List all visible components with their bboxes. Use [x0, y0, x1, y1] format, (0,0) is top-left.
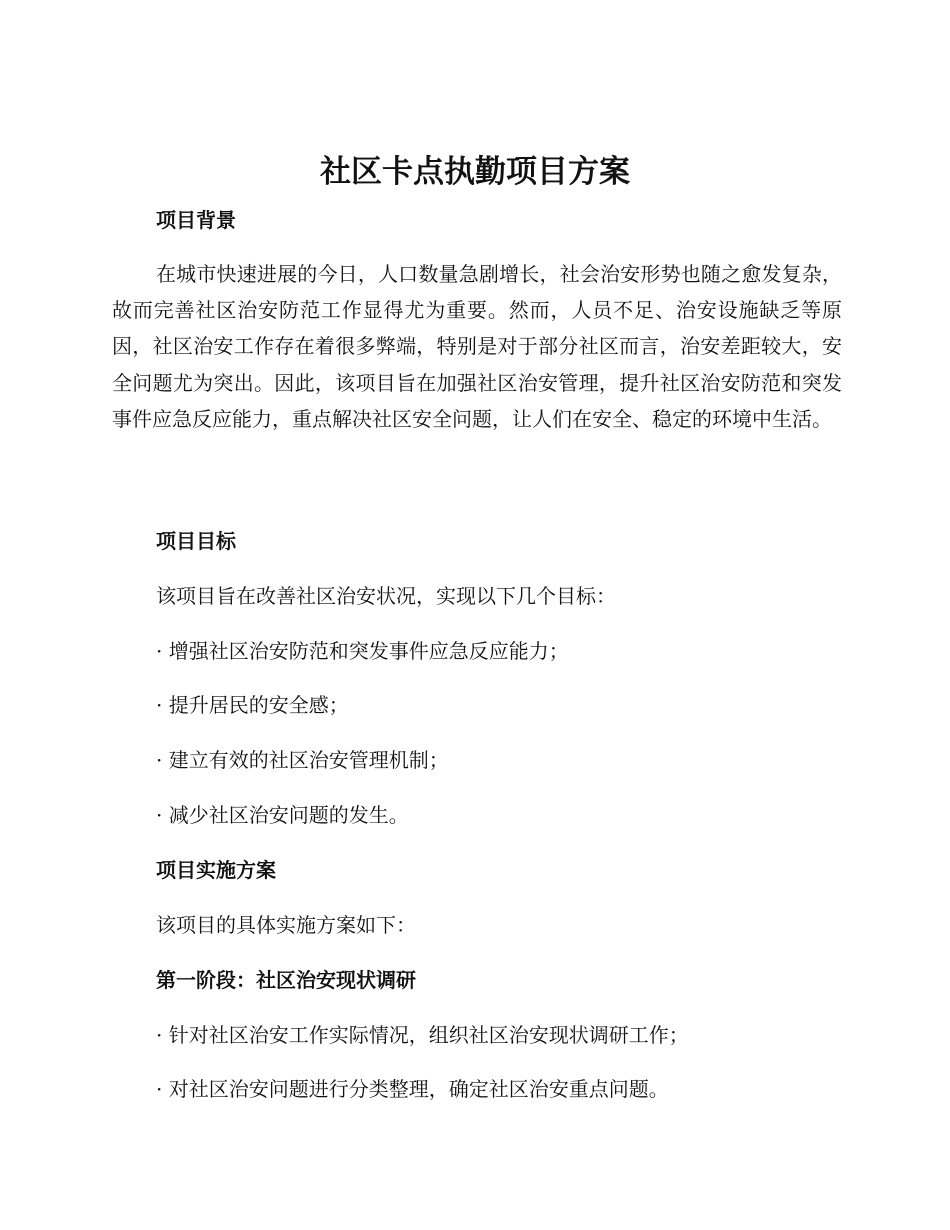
- section-heading-background: 项目背景: [156, 208, 236, 232]
- goals-intro: 该项目旨在改善社区治安状况，实现以下几个目标：: [156, 584, 616, 608]
- implementation-intro: 该项目的具体实施方案如下：: [156, 913, 416, 937]
- section-heading-implementation: 项目实施方案: [156, 858, 276, 882]
- goals-list-item: · 建立有效的社区治安管理机制；: [156, 748, 449, 772]
- section-heading-goals: 项目目标: [156, 529, 236, 553]
- phase1-list-item: · 对社区治安问题进行分类整理，确定社区治安重点问题。: [156, 1077, 669, 1101]
- phase1-heading: 第一阶段：社区治安现状调研: [156, 968, 416, 992]
- document-title: 社区卡点执勤项目方案: [320, 154, 630, 190]
- phase1-list-item: · 针对社区治安工作实际情况，组织社区治安现状调研工作；: [156, 1023, 689, 1047]
- goals-list-item: · 减少社区治安问题的发生。: [156, 803, 409, 827]
- goals-list-item: · 提升居民的安全感；: [156, 693, 349, 717]
- background-paragraph: 在城市快速进展的今日，人口数量急剧增长，社会治安形势也随之愈发复杂，故而完善社区治安防范工作显得尤为重要。然而，人员不足、治安设施缺乏等原因，社区治安工作存在着很多弊端，特别是对于部分社区而言，治安差距较大，安全问题尤为突出。因此，该项目旨在加强社区治安管理，提升社区治安防范和突发事件应急反应能力，重点解决社区安全问题，让人们在安全、稳定的环境中生活。: [112, 262, 842, 431]
- goals-list-item: · 增强社区治安防范和突发事件应急反应能力；: [156, 639, 569, 663]
